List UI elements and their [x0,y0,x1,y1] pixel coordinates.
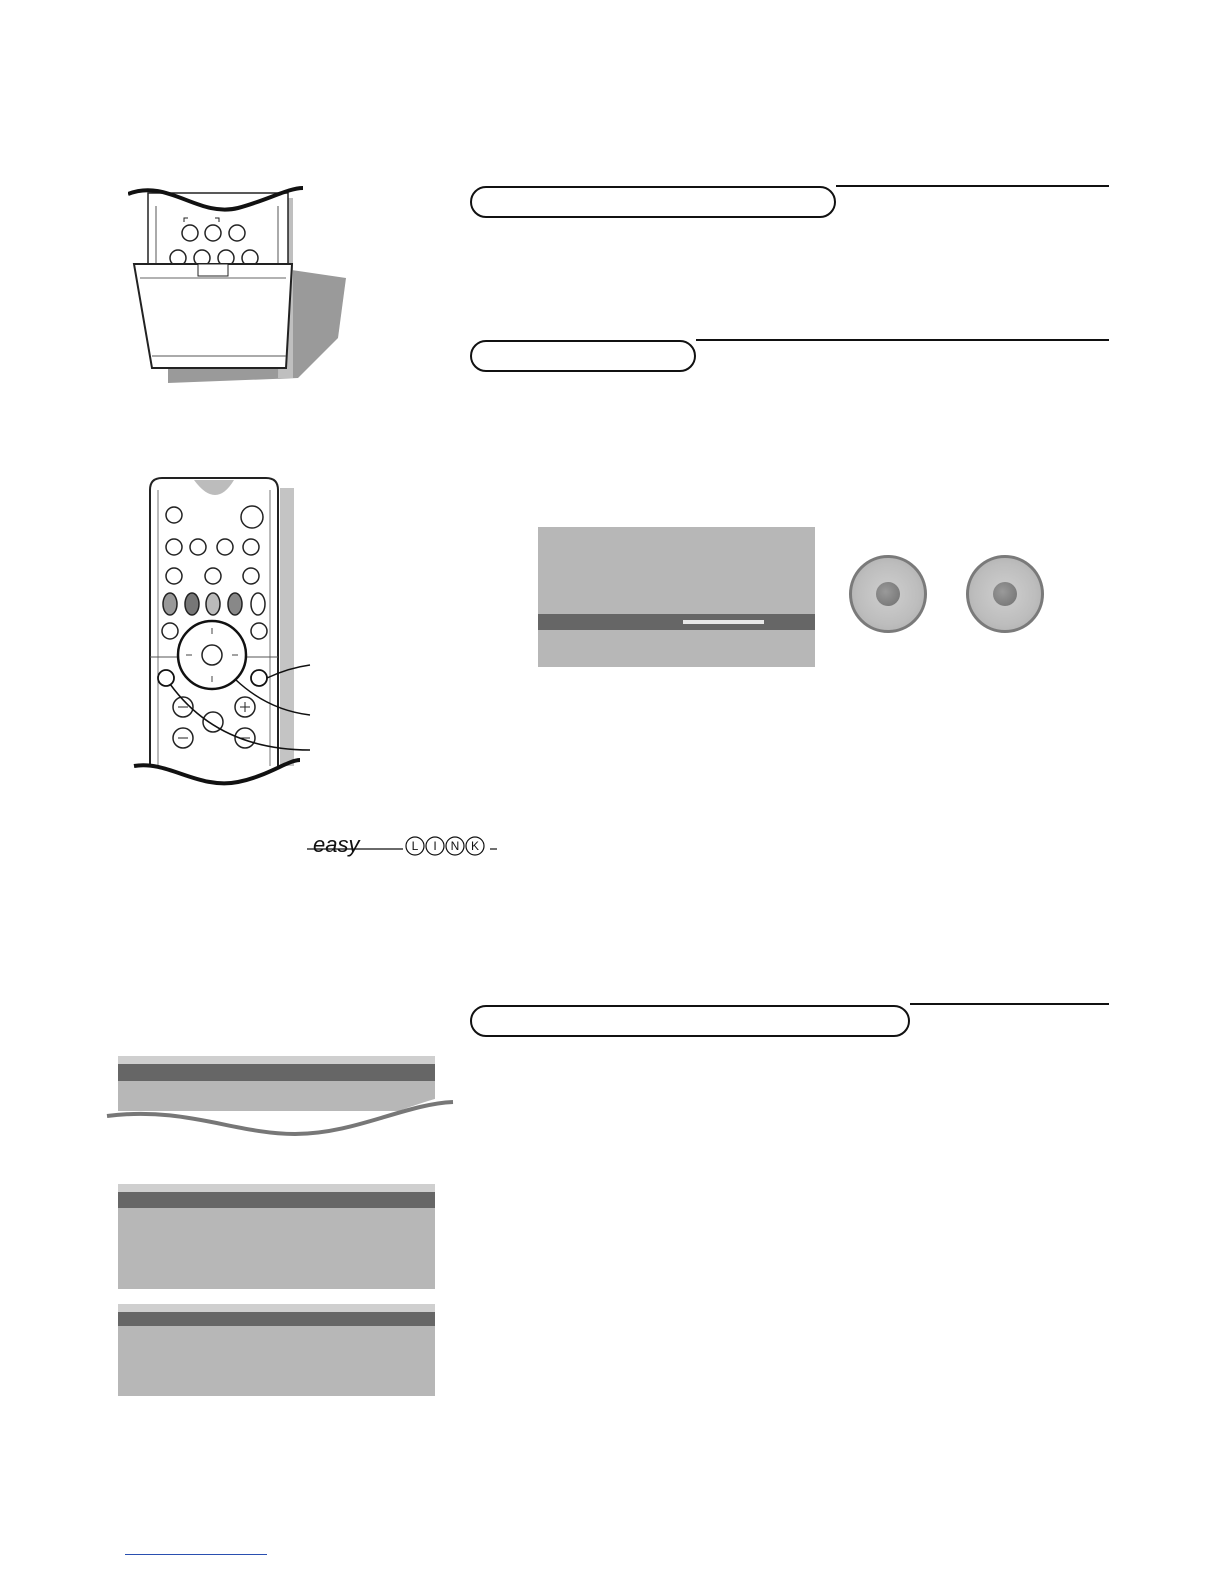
section-rule-2 [696,339,1109,341]
easylink-letter-i: I [433,839,437,853]
osd-screen-1-wave [105,1094,455,1142]
rotary-knob-right [966,555,1044,633]
remote-flap-illustration [128,178,358,393]
osd-screen-2-body [118,1208,435,1289]
osd-screen-3-top [118,1304,435,1312]
section-heading-pill-2 [470,340,696,372]
section-heading-pill-3 [470,1005,910,1037]
osd-screen-2-bar [118,1192,435,1208]
osd-menu-panel [538,527,815,667]
osd-screen-1-bar [118,1064,435,1081]
easylink-letter-l: L [411,839,419,853]
easylink-letter-n: N [450,839,460,853]
rotary-knob-left [849,555,927,633]
remote-control-illustration [128,470,328,790]
section-rule-1 [836,185,1109,187]
osd-screen-3-body [118,1326,435,1396]
osd-screen-3-bar [118,1312,435,1326]
osd-screen-1-top [118,1056,435,1064]
osd-screen-2-top [118,1184,435,1192]
easylink-logo [305,832,500,866]
section-heading-pill-1 [470,186,836,218]
osd-highlight-bar [538,614,815,630]
section-rule-3 [910,1003,1109,1005]
footer-link-underline[interactable] [125,1554,267,1555]
easylink-letter-k: K [470,839,480,853]
easylink-script: easy [313,832,360,857]
osd-slider [683,620,764,624]
